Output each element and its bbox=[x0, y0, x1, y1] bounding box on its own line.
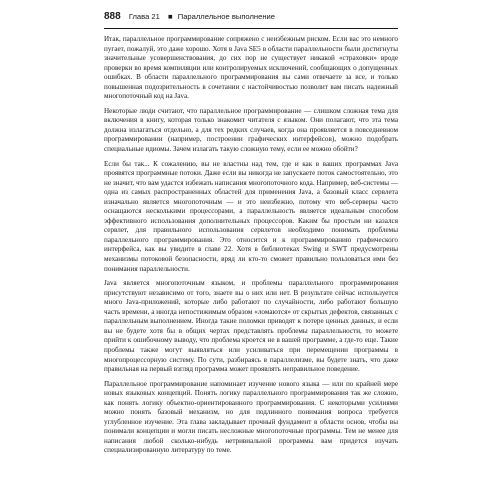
body-text bbox=[104, 29, 398, 456]
paragraph: Итак, параллельное программирование сопряжено с неизбежным риском. Если вас это немного пугает, пожалуй, это даже хорошо. Хотя в Java SE5 в области параллельности были достигнуты значительные усовершенствования, до сих пор не существует никакой «страховки» вроде проверки во время компиляции или контролируемых исключений, сообщающих о допущенных ошибках. В области параллельного программирования вы сами отвечаете за все, и только повышенная подозрительность в сочетании с настойчивостью позволит вам писать надежный многопоточный код на Java. bbox=[104, 35, 398, 101]
book-page bbox=[104, 10, 398, 490]
paragraph: Некоторые люди считают, что параллельное программирование — слишком сложная тема для включения в книгу, которая только знакомит читателя с языком. Они полагают, что эта тема должна излагаться отдельно, а для тех редких случаев, когда она проявляется в повседневном программировании (например, построении графических интерфейсов), можно подобрать специальные идиомы. Зачем излагать такую сложную тему, если ее можно обойти? bbox=[104, 106, 398, 154]
chapter-label: Глава 21 bbox=[128, 12, 160, 21]
paragraph: Java является многопоточным языком, и проблемы параллельного программирования присутствуют независимо от того, знаете вы о них или нет. В результате сейчас используется много Java-приложений, которые либо работают по случайности, либо работают большую часть времени, а иногда непостижимым образом «ломаются» от скрытых дефектов, связанных с параллельным выполнением. Иногда такие поломки приводят к потере ценных данных, и если вы не будете хотя бы в общих чертах представлять проблемы параллельности, то можете прийти к ошибочному выводу, что проблема кроется не в вашей программе, а где-то еще. Такие проблемы также могут выявляться или усиливаться при перемещении программы в многопроцессорную систему. По сути, разбираясь в параллелизме, вы будете знать, что даже правильная на первый взгляд программа может проявлять неправильное поведение. bbox=[104, 279, 398, 374]
paragraph: Если бы так... К сожалению, вы не властны над тем, где и как в ваших программах Java проявятся программные потоки. Даже если вы никогда не запускаете поток самостоятельно, это не значит, что вам удастся избежать написания многопоточного кода. Например, веб-системы — одна из самых распространенных областей для применения Java, а базовый класс сервлета изначально является многопоточным — и это неизбежно, потому что веб-серверы часто оснащаются несколькими процессорами, а параллельность является идеальным способом эффективного использования дополнительных процессоров. Каким бы простым ни казался сервлет, для правильного использования сервлетов необходимо понимать проблемы параллельного программирования. Это относится и к программированию графического интерфейса, как вы увидите в главе 22. Хотя в библиотеках Swing и SWT предусмотрены механизмы потоковой безопасности, вряд ли кто-то сможет правильно пользоваться ими без понимания параллельности. bbox=[104, 159, 398, 273]
page-number: 888 bbox=[104, 11, 121, 22]
running-header bbox=[104, 10, 398, 29]
header-separator: ■ bbox=[168, 12, 173, 21]
chapter-title: Параллельное выполнение bbox=[177, 12, 275, 21]
paragraph: Параллельное программирование напоминает изучение нового языка — или по крайней мере новых языковых концепций. Понять логику параллельного программирования так же сложно, как понять логику объектно-ориентированного программирования. С некоторыми усилиями можно понять базовый механизм, но для подлинного понимания вопроса требуется углубленное изучение. Эта глава закладывает прочный фундамент в области основ, чтобы вы понимали концепции и могли писать несложные многопоточные программы. Тем не менее для написания любой сколько-нибудь нетривиальной программы вам придется изучать специализированную литературу по теме. bbox=[104, 379, 398, 455]
